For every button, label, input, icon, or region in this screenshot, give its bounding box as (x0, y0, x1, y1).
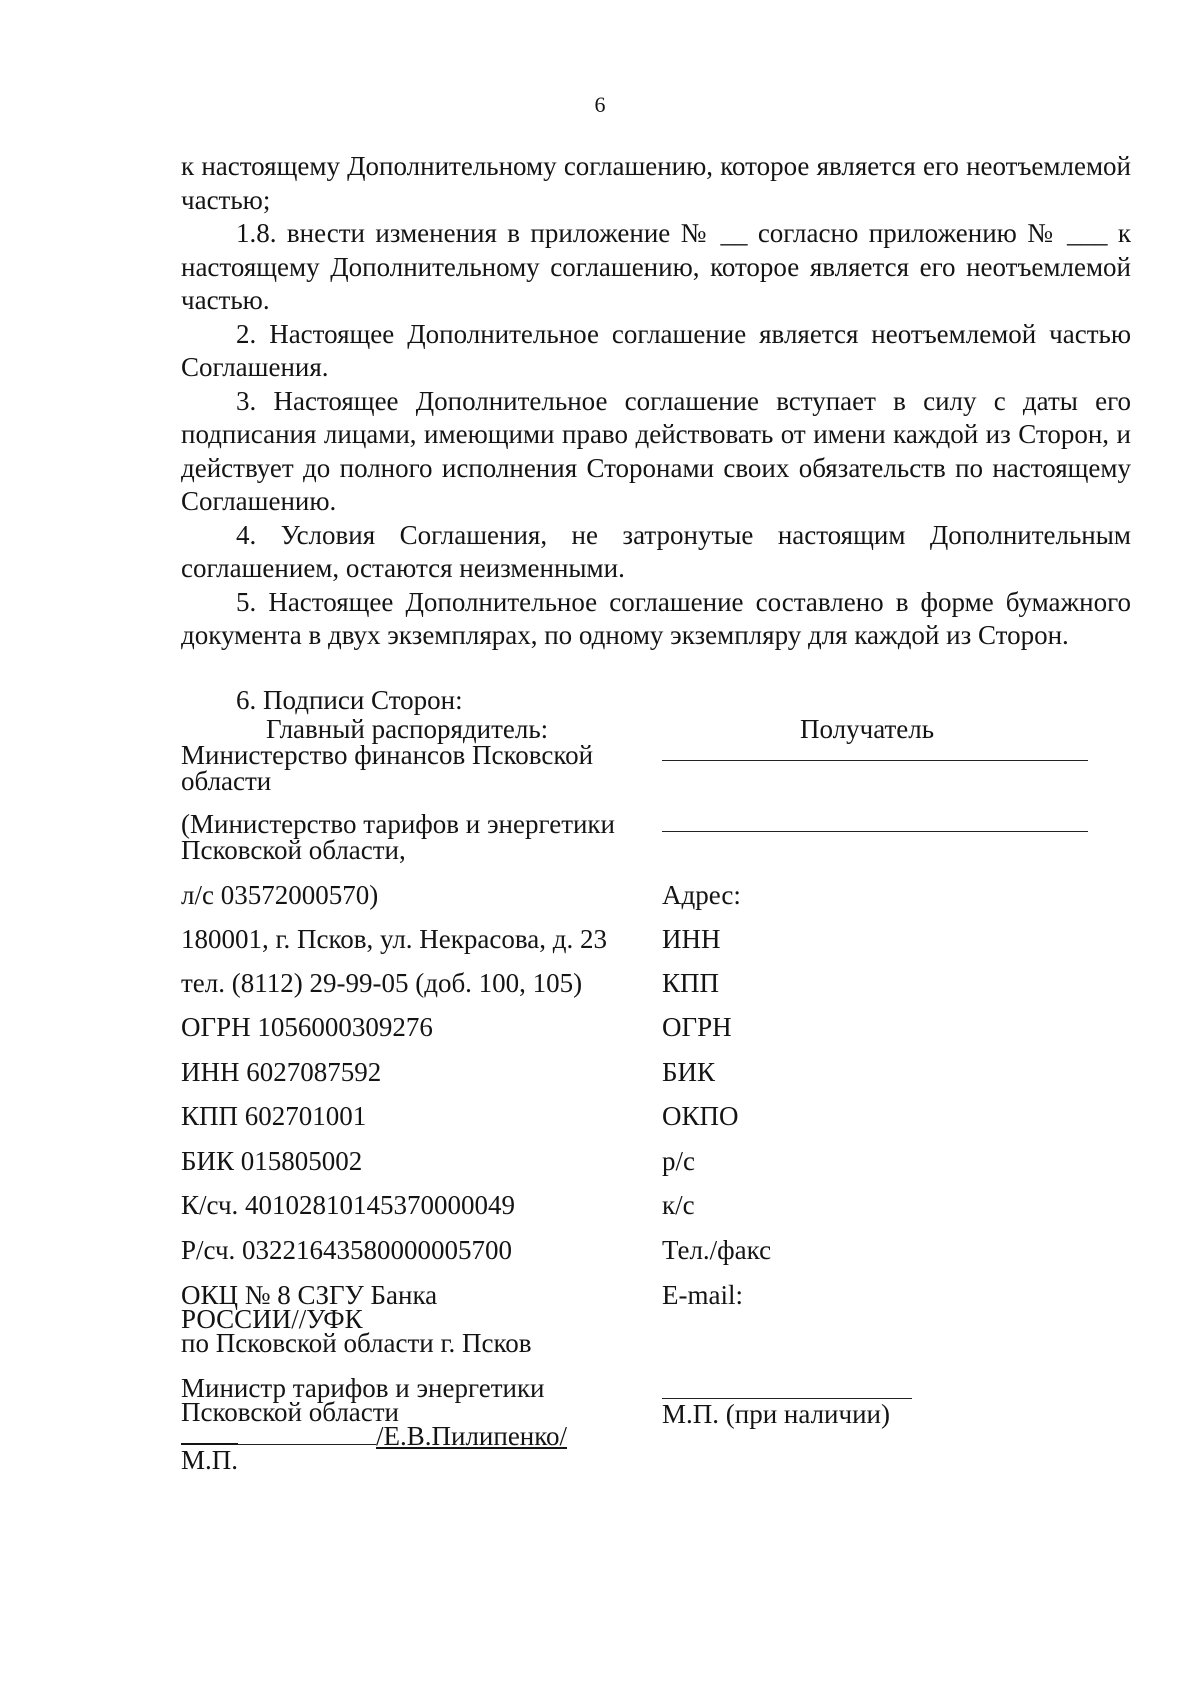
requisite-row: КПП 602701001 (181, 1101, 367, 1131)
ministry-finance-line: Министерство финансов Псковской (181, 740, 594, 770)
paragraph-4: 4. Условия Соглашения, не затронутые настоящим Дополнительным соглашением, остаются неизменными. (181, 519, 1131, 583)
signer-name: /Е.В.Пилипенко/ (376, 1421, 568, 1451)
recipient-field-label: ОКПО (662, 1101, 739, 1131)
bank-line: ОКЦ № 8 СЗГУ Банка (181, 1280, 438, 1310)
ministry-tariffs-line: (Министерство тарифов и энергетики (181, 809, 616, 839)
bank-line: по Псковской области г. Псков (181, 1328, 532, 1358)
stamp-place-right: М.П. (при наличии) (662, 1398, 912, 1429)
chief-administrator-label: Главный распорядитель: (266, 714, 549, 744)
requisite-row: К/сч. 40102810145370000049 (181, 1190, 516, 1220)
paragraph-2: 2. Настоящее Дополнительное соглашение является неотъемлемой частью Соглашения. (181, 318, 1131, 382)
recipient-name-blank-line-2 (662, 831, 1088, 832)
agreement-body (181, 150, 1131, 653)
signature-line-row (181, 1421, 568, 1451)
recipient-title: Получатель (800, 714, 935, 744)
ministry-tariffs-line-2: Псковской области, (181, 835, 406, 865)
minister-title-2: Псковской области (181, 1397, 400, 1427)
recipient-field-label: ОГРН (662, 1012, 732, 1042)
recipient-field-label: Адрес: (662, 880, 741, 910)
chief-administrator-block (181, 716, 651, 794)
paragraph-3: 3. Настоящее Дополнительное соглашение вступает в силу с даты его подписания лицами, имеющими право действовать от имени каждой из Сторон, и действует до полного исполнения Сторонами своих обязательств по настоящему Соглашению. (181, 385, 1131, 516)
paragraph-5: 5. Настоящее Дополнительное соглашение составлено в форме бумажного документа в двух экземплярах, по одному экземпляру для каждой из Сторон. (181, 586, 1131, 650)
recipient-field-label: Тел./факс (662, 1235, 772, 1265)
requisite-row: тел. (8112) 29-99-05 (доб. 100, 105) (181, 968, 583, 998)
signatures-title: 6. Подписи Сторон: (236, 685, 463, 715)
paragraph-1-8: 1.8. внести изменения в приложение № __ согласно приложению № ___ к настоящему Дополнительному соглашению, которое является его неотъемлемой частью. (181, 218, 1131, 315)
requisite-row: ИНН 6027087592 (181, 1057, 382, 1087)
requisite-row: 180001, г. Псков, ул. Некрасова, д. 23 (181, 924, 607, 954)
ministry-finance-line-2: области (181, 766, 272, 796)
recipient-field-label: БИК (662, 1057, 716, 1087)
recipient-field-label: ИНН (662, 924, 721, 954)
recipient-field-label: КПП (662, 968, 720, 998)
minister-signature-block (181, 1373, 568, 1475)
recipient-field-label: р/с (662, 1146, 695, 1176)
requisite-row: ОГРН 1056000309276 (181, 1012, 433, 1042)
paragraph-continuation: к настоящему Дополнительному соглашению, которое является его неотъемлемой частью; (181, 151, 1131, 215)
bank-line: РОССИИ//УФК (181, 1304, 363, 1334)
recipient-name-blank-line (662, 760, 1088, 761)
stamp-place-left: М.П. (181, 1445, 239, 1475)
requisite-row: БИК 015805002 (181, 1146, 363, 1176)
minister-title: Министр тарифов и энергетики (181, 1373, 545, 1403)
bank-block (181, 1280, 532, 1358)
page-number: 6 (594, 92, 606, 117)
ministry-tariffs-block (181, 811, 651, 863)
requisite-row: л/с 03572000570) (181, 880, 379, 910)
requisite-row: Р/сч. 03221643580000005700 (181, 1235, 513, 1265)
recipient-field-label: E-mail: (662, 1280, 743, 1310)
recipient-field-label: к/с (662, 1190, 695, 1220)
